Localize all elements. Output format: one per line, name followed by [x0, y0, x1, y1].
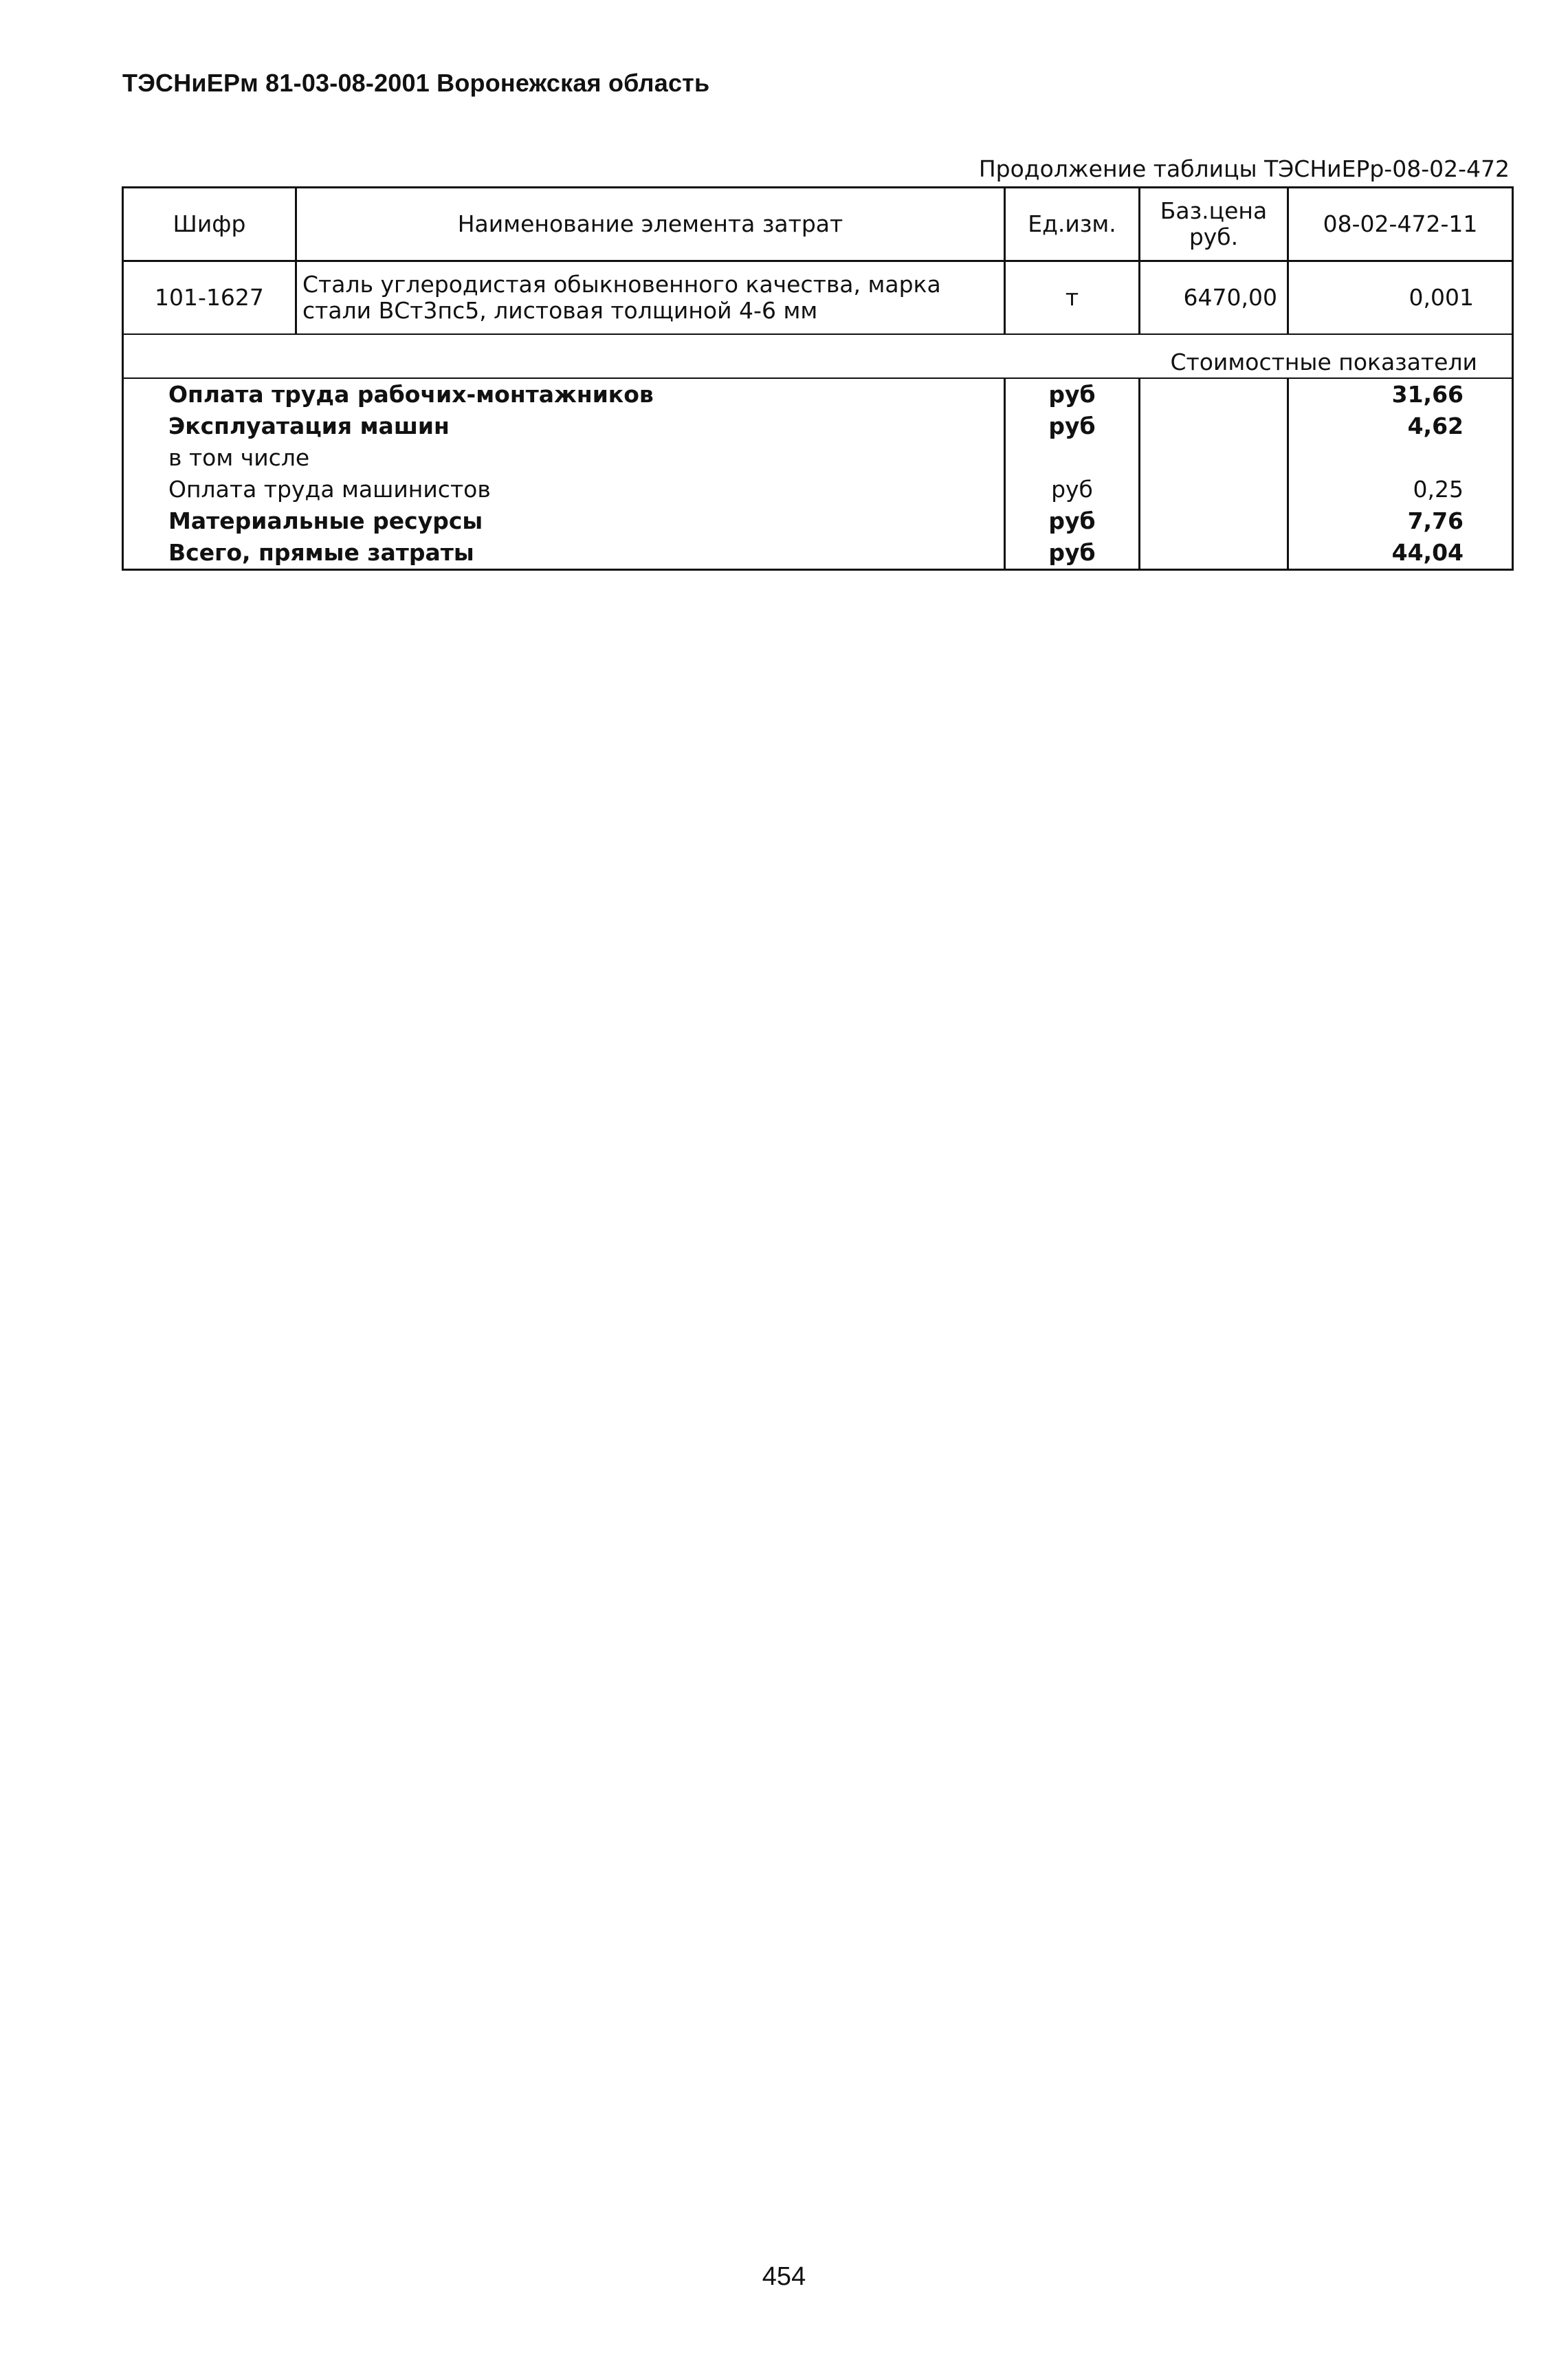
header-name: Наименование элемента затрат — [296, 188, 1005, 261]
cost-value: 31,66 — [1288, 378, 1513, 410]
table-continuation-caption: Продолжение таблицы ТЭСНиЕРр-08-02-472 — [978, 155, 1510, 182]
material-value: 0,001 — [1288, 261, 1513, 335]
cost-unit — [1005, 442, 1140, 474]
cost-label: Эксплуатация машин — [123, 410, 1005, 442]
cost-label: Оплата труда рабочих-монтажников — [123, 378, 1005, 410]
document-header: ТЭСНиЕРм 81-03-08-2001 Воронежская область — [122, 69, 710, 97]
cost-unit: руб — [1005, 378, 1140, 410]
cost-value: 0,25 — [1288, 474, 1513, 505]
cost-value — [1288, 442, 1513, 474]
material-row — [123, 261, 1513, 335]
header-code: Шифр — [123, 188, 296, 261]
cost-label: Оплата труда машинистов — [123, 474, 1005, 505]
cost-row — [123, 505, 1513, 537]
cost-empty-cell — [1140, 378, 1288, 410]
cost-empty-cell — [1140, 505, 1288, 537]
cost-section-title: Стоимостные показатели — [123, 334, 1513, 378]
material-unit: т — [1005, 261, 1140, 335]
cost-value: 4,62 — [1288, 410, 1513, 442]
cost-label: Материальные ресурсы — [123, 505, 1005, 537]
cost-unit: руб — [1005, 537, 1140, 570]
cost-unit: руб — [1005, 474, 1140, 505]
cost-label: Всего, прямые затраты — [123, 537, 1005, 570]
material-code: 101-1627 — [123, 261, 296, 335]
cost-empty-cell — [1140, 474, 1288, 505]
header-value: 08-02-472-11 — [1288, 188, 1513, 261]
material-price: 6470,00 — [1140, 261, 1288, 335]
cost-row — [123, 474, 1513, 505]
cost-empty-cell — [1140, 442, 1288, 474]
table-header-row — [123, 188, 1513, 261]
cost-section-title-row — [123, 334, 1513, 378]
cost-row — [123, 442, 1513, 474]
cost-unit: руб — [1005, 410, 1140, 442]
cost-empty-cell — [1140, 537, 1288, 570]
cost-unit: руб — [1005, 505, 1140, 537]
material-name: Сталь углеродистая обыкновенного качества, марка стали ВСт3пс5, листовая толщиной 4-6 мм — [296, 261, 1005, 335]
cost-row — [123, 537, 1513, 570]
cost-row — [123, 410, 1513, 442]
cost-row — [123, 378, 1513, 410]
cost-value: 44,04 — [1288, 537, 1513, 570]
cost-value: 7,76 — [1288, 505, 1513, 537]
cost-table — [122, 186, 1514, 571]
header-price: Баз.цена руб. — [1140, 188, 1288, 261]
page-number: 454 — [762, 2262, 806, 2291]
cost-empty-cell — [1140, 410, 1288, 442]
cost-label: в том числе — [123, 442, 1005, 474]
header-unit: Ед.изм. — [1005, 188, 1140, 261]
